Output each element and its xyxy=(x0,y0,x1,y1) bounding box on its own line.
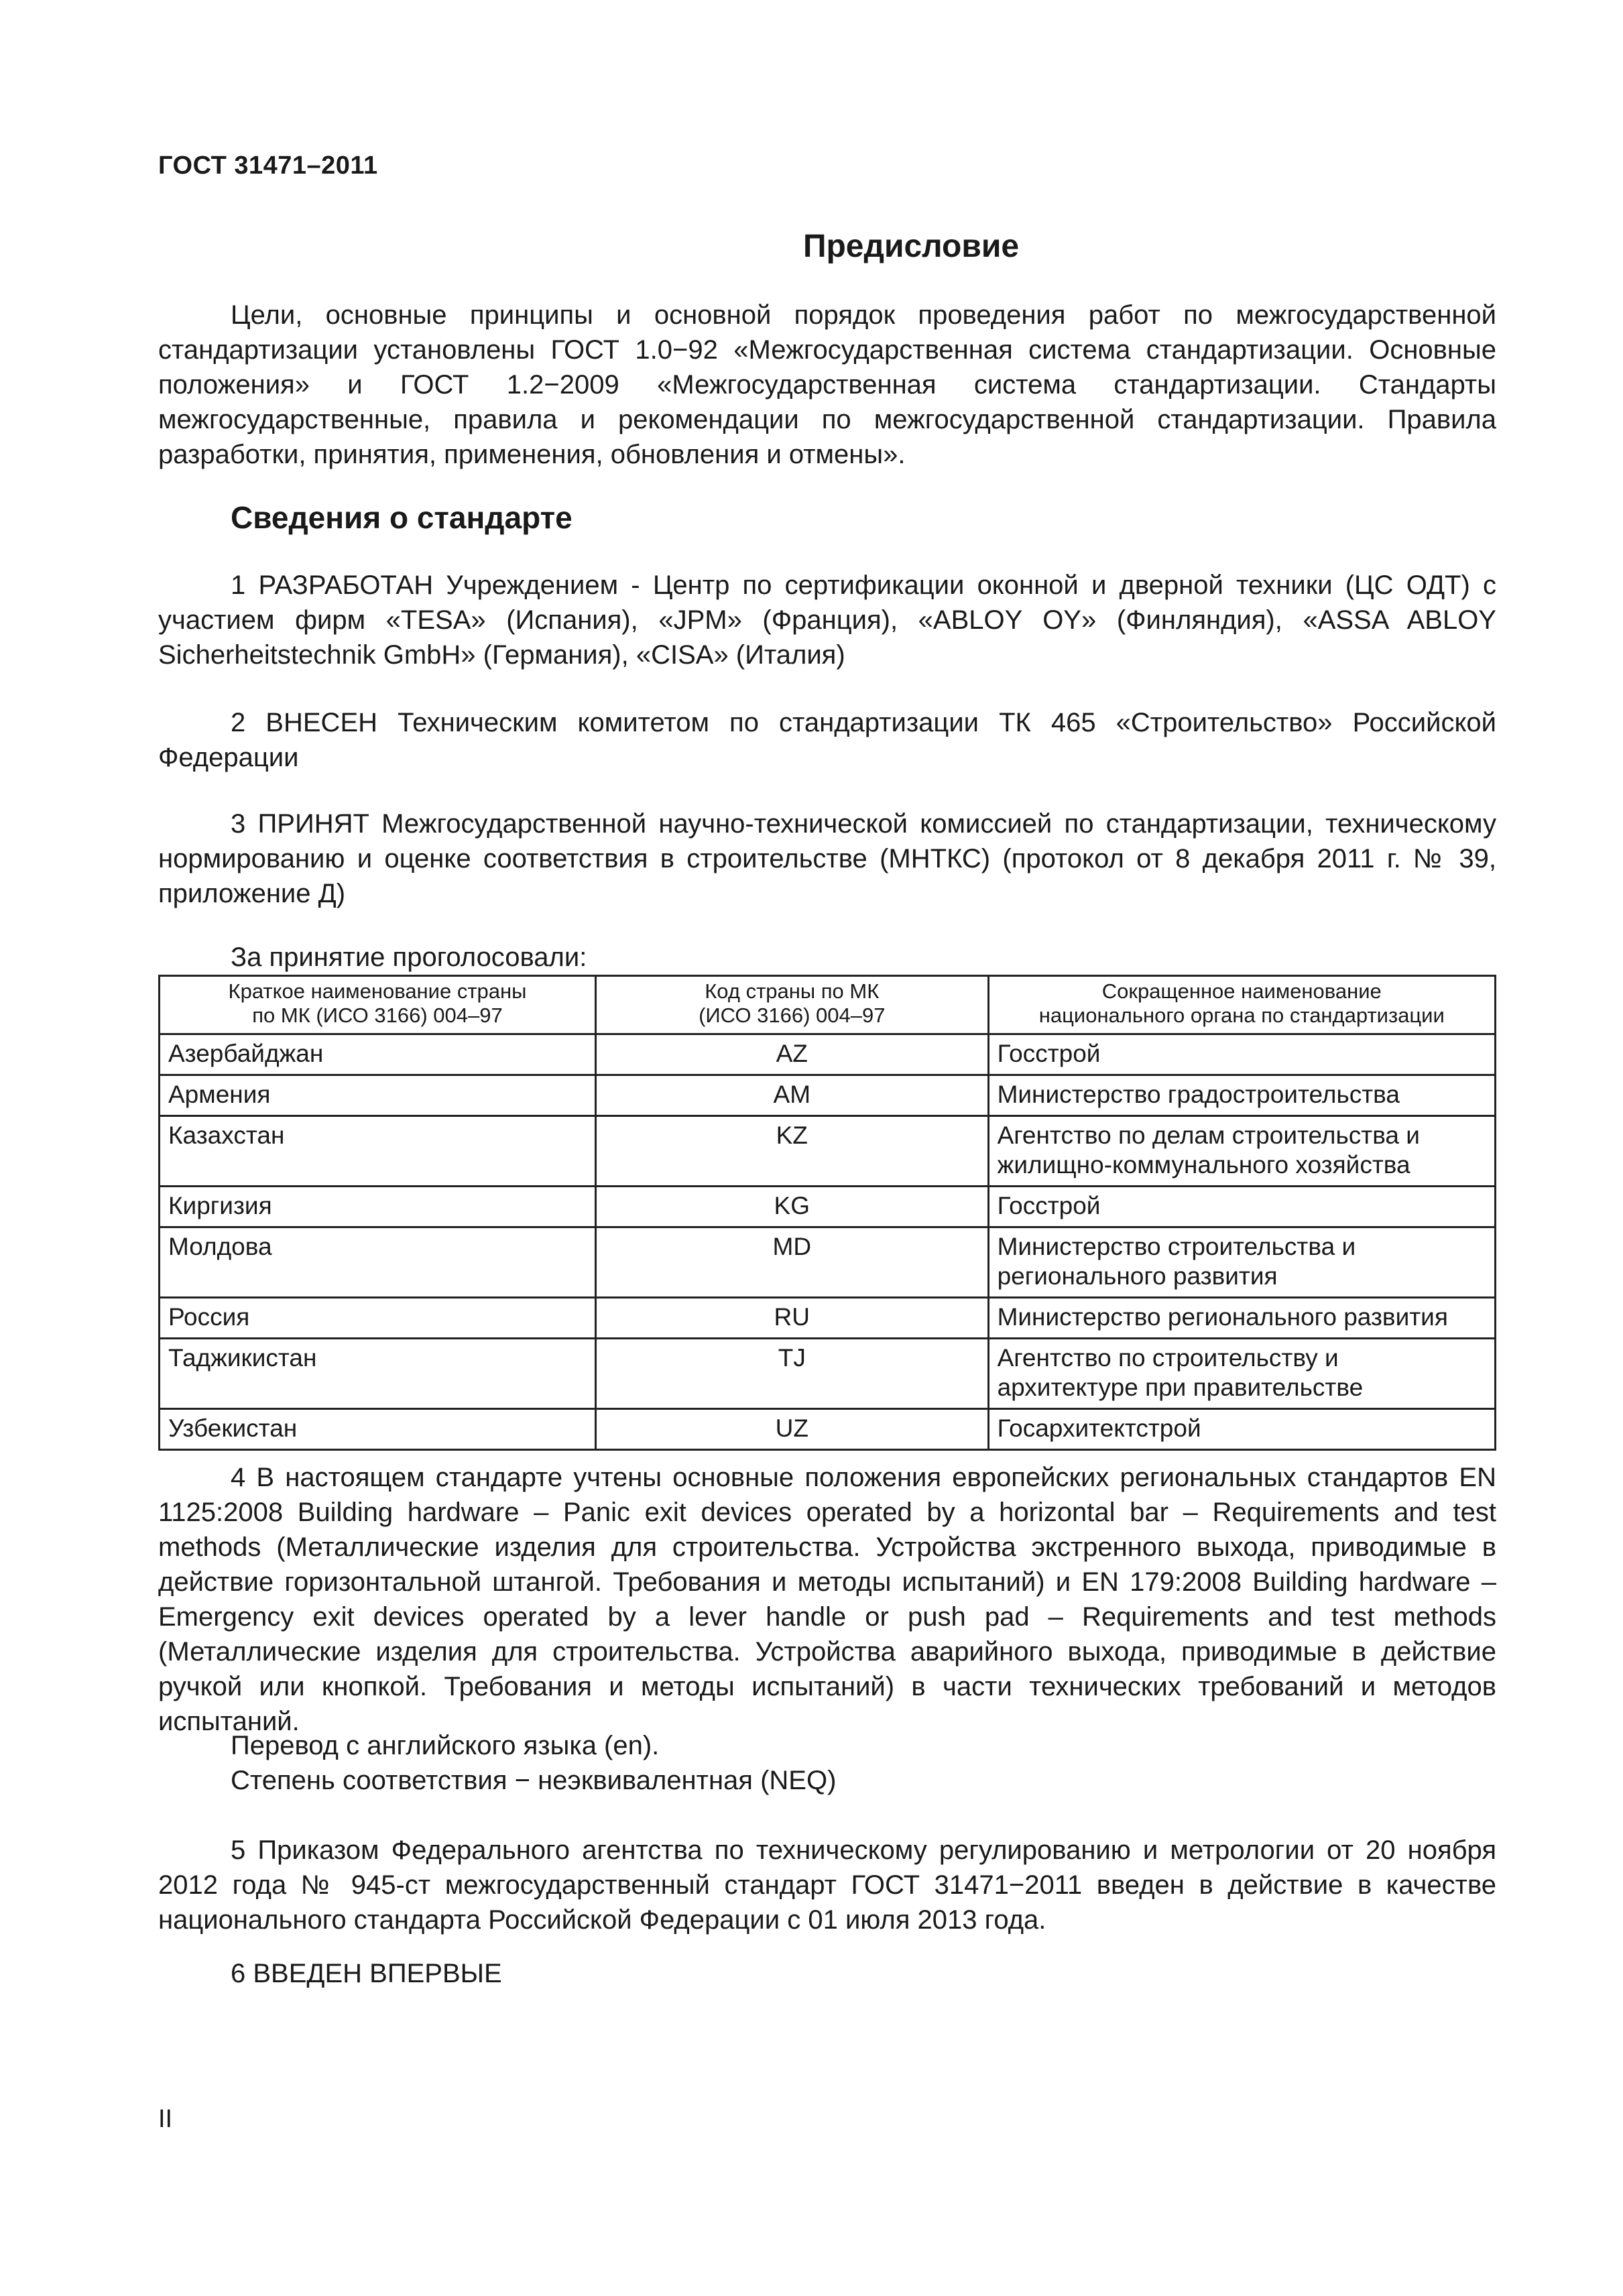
foreword-title: Предисловие xyxy=(802,229,1020,264)
header-body-line2: национального органа по стандартизации xyxy=(1038,1004,1445,1027)
table-row xyxy=(160,1075,1496,1116)
header-country-line2: по МК (ИСО 3166) 004–97 xyxy=(252,1004,503,1027)
header-country-line1: Краткое наименование страны xyxy=(228,979,527,1003)
cell-country: Таджикистан xyxy=(160,1339,596,1409)
info-item-2: 2 ВНЕСЕН Техническим комитетом по стандартизации ТК 465 «Строительство» Российской Федерации xyxy=(158,708,1496,772)
cell-body: Госстрой xyxy=(988,1034,1495,1075)
info-item-4: 4 В настоящем стандарте учтены основные положения европейских региональных стандартов EN 1125:2008 Building hardware – Panic exit devices operated by a horizontal bar – Requirements and test methods (Металлические изделия для строительства. Устройства экстренного выхода, приводимые в действие горизонтальной штангой. Требования и методы испытаний) и EN 179:2008 Building hardware – Emergency exit devices operated by a lever handle or push pad – Requirements and test methods (Металлические изделия для строительства. Устройства аварийного выхода, приводимые в действие ручкой или кнопкой. Требования и методы испытаний) в части технических требований и методов испытаний. xyxy=(158,1463,1496,1736)
cell-body: Министерство строительства и регионального развития xyxy=(988,1227,1495,1298)
cell-country: Азербайджан xyxy=(160,1034,596,1075)
cell-country: Молдова xyxy=(160,1227,596,1298)
info-item-1: 1 РАЗРАБОТАН Учреждением - Центр по сертификации оконной и дверной техники (ЦС ОДТ) с участием фирм «TESA» (Испания), «JPM» (Франция), «ABLOY OY» (Финляндия), «ASSA ABLOY Sicherheitstechnik GmbH» (Германия), «CISA» (Италия) xyxy=(158,570,1496,670)
header-body-line1: Сокращенное наименование xyxy=(1101,979,1382,1003)
cell-code: AZ xyxy=(595,1034,988,1075)
document-page xyxy=(158,0,1496,2296)
cell-body: Министерство регионального развития xyxy=(988,1298,1495,1339)
page-number: II xyxy=(158,2105,173,2133)
cell-body: Министерство градостроительства xyxy=(988,1075,1495,1116)
document-code-header: ГОСТ 31471–2011 xyxy=(158,152,378,180)
cell-body: Агентство по строительству и архитектуре при правительстве xyxy=(988,1339,1495,1409)
table-row xyxy=(160,1034,1496,1075)
header-code-line2: (ИСО 3166) 004–97 xyxy=(699,1004,886,1027)
table-row xyxy=(160,1116,1496,1187)
conformity-degree: Степень соответствия − неэквивалентная (NEQ) xyxy=(231,1766,837,1795)
cell-code: RU xyxy=(595,1298,988,1339)
table-row xyxy=(160,1298,1496,1339)
table-row xyxy=(160,1187,1496,1227)
cell-code: KZ xyxy=(595,1116,988,1187)
cell-code: AM xyxy=(595,1075,988,1116)
header-standards-body xyxy=(988,976,1495,1034)
header-code-line1: Код страны по МК xyxy=(705,979,880,1003)
cell-country: Казахстан xyxy=(160,1116,596,1187)
info-item-3: 3 ПРИНЯТ Межгосударственной научно-технической комиссией по стандартизации, техническому нормированию и оценке соответствия в строительстве (МНТКС) (протокол от 8 декабря 2011 г. № 39, приложение Д) xyxy=(158,809,1496,908)
table-row xyxy=(160,1227,1496,1298)
cell-code: UZ xyxy=(595,1409,988,1450)
voted-label: За принятие проголосовали: xyxy=(231,943,587,972)
header-country-code xyxy=(595,976,988,1034)
cell-body: Госстрой xyxy=(988,1187,1495,1227)
cell-country: Армения xyxy=(160,1075,596,1116)
foreword-paragraph: Цели, основные принципы и основной порядок проведения работ по межгосударственной стандартизации установлены ГОСТ 1.0−92 «Межгосударственная система стандартизации. Основные положения» и ГОСТ 1.2−2009 «Межгосударственная система стандартизации. Стандарты межгосударственные, правила и рекомендации по межгосударственной стандартизации. Правила разработки, принятия, применения, обновления и отмены». xyxy=(158,300,1496,469)
table-header-row xyxy=(160,976,1496,1034)
voting-countries-table xyxy=(158,975,1496,1451)
cell-body: Агентство по делам строительства и жилищно-коммунального хозяйства xyxy=(988,1116,1495,1187)
standard-info-title: Сведения о стандарте xyxy=(231,500,573,535)
cell-code: KG xyxy=(595,1187,988,1227)
cell-country: Узбекистан xyxy=(160,1409,596,1450)
cell-country: Россия xyxy=(160,1298,596,1339)
translation-note: Перевод с английского языка (en). xyxy=(231,1731,660,1760)
info-item-6: 6 ВВЕДЕН ВПЕРВЫЕ xyxy=(231,1959,502,1988)
cell-body: Госархитектстрой xyxy=(988,1409,1495,1450)
info-item-5: 5 Приказом Федерального агентства по техническому регулированию и метрологии от 20 ноября 2012 года № 945-ст межгосударственный стандарт ГОСТ 31471−2011 введен в действие в качестве национального стандарта Российской Федерации с 01 июля 2013 года. xyxy=(158,1835,1496,1935)
cell-code: TJ xyxy=(595,1339,988,1409)
table-row xyxy=(160,1339,1496,1409)
cell-code: MD xyxy=(595,1227,988,1298)
header-country-name xyxy=(160,976,596,1034)
table-row xyxy=(160,1409,1496,1450)
cell-country: Киргизия xyxy=(160,1187,596,1227)
